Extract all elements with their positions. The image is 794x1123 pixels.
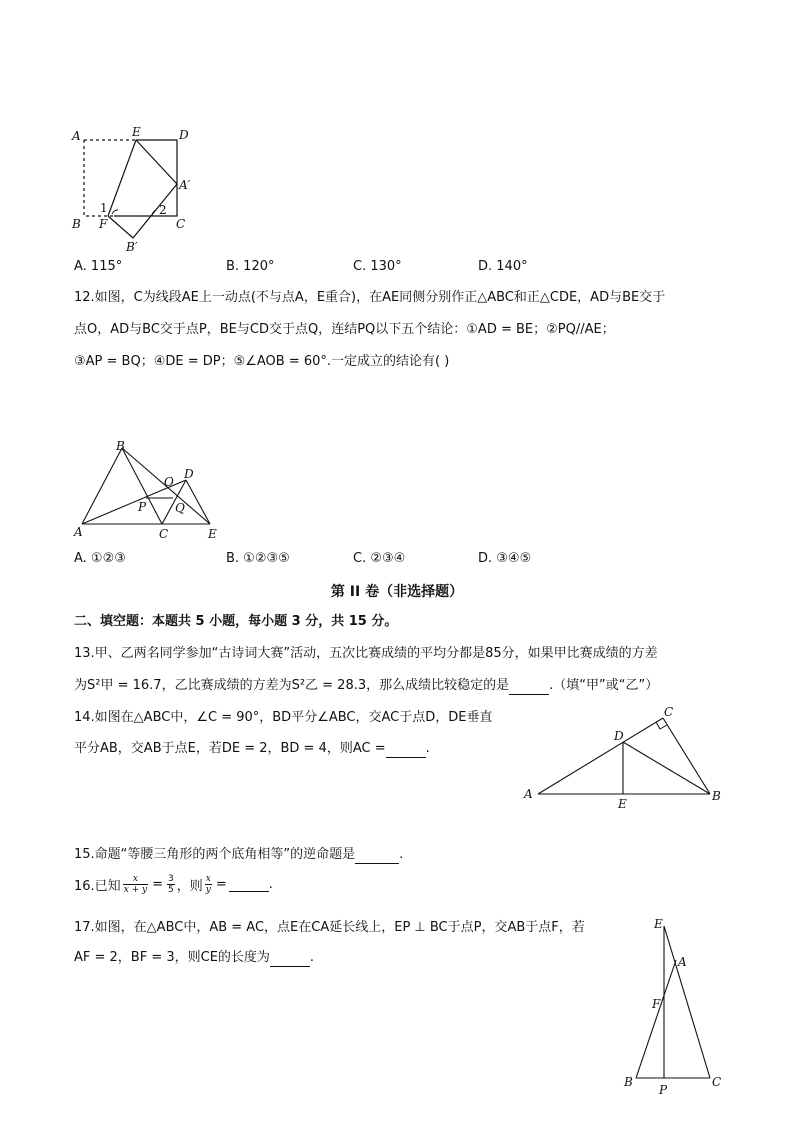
q12-option-b: B. ①②③⑤ xyxy=(226,551,290,566)
q17-answer-blank[interactable] xyxy=(270,952,310,967)
q13-line-2-tail: .（填“甲”或“乙”） xyxy=(549,678,659,693)
q16-eq-1: = xyxy=(152,877,164,892)
q11-figure xyxy=(66,122,206,257)
q11-option-c: C. 130° xyxy=(353,259,402,274)
q16-frac1-num: x xyxy=(132,874,138,884)
q12-label-B: B xyxy=(116,440,125,453)
q15-tail: . xyxy=(399,847,404,862)
q17-label-P: P xyxy=(659,1083,668,1097)
q14-line-2-text: 平分AB，交AB于点E，若DE = 2，BD = 4，则AC = xyxy=(74,741,386,756)
q17-line-2-text: AF = 2，BF = 3，则CE的长度为 xyxy=(74,950,270,965)
q16-frac2-num: 3 xyxy=(168,874,174,884)
part2-title: 第 II 卷（非选择题） xyxy=(330,584,464,600)
q17-figure xyxy=(616,912,728,1100)
q16-text-b: ，则 xyxy=(176,879,203,894)
q14-label-A: A xyxy=(524,787,533,801)
q12-line-3: ③AP = BQ；④DE = DP；⑤∠AOB = 60°.一定成立的结论有( ) xyxy=(74,354,450,369)
q14-line-2-tail: . xyxy=(425,741,430,756)
q11-label-B-prime: B′ xyxy=(126,240,138,254)
q12-option-c: C. ②③④ xyxy=(353,551,406,566)
q11-option-b: B. 120° xyxy=(226,259,275,274)
q16-frac2-den: 5 xyxy=(168,885,174,895)
q16-fraction-1 xyxy=(123,874,148,895)
q16-frac3-num: x xyxy=(205,874,211,884)
q12-line-1: 12.如图，C为线段AE上一动点(不与点A，E重合)，在AE同侧分别作正△ABC和正△CDE，AD与BE交于 xyxy=(74,290,666,305)
q17-line-1: 17.如图，在△ABC中，AB = AC，点E在CA延长线上，EP ⊥ BC于点P，交AB于点F，若 xyxy=(74,920,585,935)
q12-option-a: A. ①②③ xyxy=(74,551,126,566)
q17-label-B: B xyxy=(624,1075,633,1089)
q14-line-2 xyxy=(74,740,430,758)
q12-figure xyxy=(70,440,230,540)
q11-label-A-prime: A′ xyxy=(179,178,191,192)
q16-fraction-2 xyxy=(167,874,175,895)
q11-angle-1: 1 xyxy=(100,201,108,215)
q16-frac3-den: y xyxy=(205,885,211,895)
q17-line-2 xyxy=(74,949,314,967)
q12-label-E: E xyxy=(208,527,217,540)
q12-line-2: 点O，AD与BC交于点P，BE与CD交于点Q，连结PQ以下五个结论：①AD = BE；②PQ//AE； xyxy=(74,322,615,337)
q15-text: 15.命题“等腰三角形的两个底角相等”的逆命题是 xyxy=(74,847,356,862)
q16-tail: . xyxy=(268,877,273,892)
q12-label-A: A xyxy=(74,525,83,539)
q12-label-P: P xyxy=(138,500,147,514)
q13-line-2 xyxy=(74,677,658,695)
q12-label-O: O xyxy=(164,475,174,489)
q17-label-A: A xyxy=(678,955,687,969)
q11-label-E: E xyxy=(132,125,141,139)
q11-label-B: B xyxy=(72,217,81,231)
q13-line-2-text: 为S²甲 = 16.7，乙比赛成绩的方差为S²乙 = 28.3，那么成绩比较稳定的是 xyxy=(74,678,510,693)
q14-label-B: B xyxy=(712,789,721,803)
q15-answer-blank[interactable] xyxy=(355,849,399,864)
q11-option-a: A. 115° xyxy=(74,259,123,274)
q16-eq-2: = xyxy=(215,877,227,892)
q17-label-E: E xyxy=(654,917,663,931)
q11-label-A: A xyxy=(72,129,81,143)
q14-label-E: E xyxy=(618,797,627,811)
section2-heading: 二、填空题：本题共 5 小题，每小题 3 分，共 15 分。 xyxy=(74,614,398,629)
q16-text-a: 16.已知 xyxy=(74,879,121,894)
q12-label-C: C xyxy=(159,527,169,540)
q16-answer-blank[interactable] xyxy=(229,877,269,892)
q17-label-C: C xyxy=(712,1075,722,1089)
q17-label-F: F xyxy=(652,997,661,1011)
q14-label-C: C xyxy=(664,705,674,719)
q14-label-D: D xyxy=(614,729,624,743)
q12-label-Q: Q xyxy=(175,501,185,515)
q11-label-F: F xyxy=(99,217,108,231)
q16-line xyxy=(74,874,273,895)
q11-label-D: D xyxy=(179,128,189,142)
q13-answer-blank[interactable] xyxy=(509,680,549,695)
q13-line-1: 13.甲、乙两名同学参加“古诗词大赛”活动，五次比赛成绩的平均分都是85分，如果甲比赛成绩的方差 xyxy=(74,646,658,661)
q12-label-D: D xyxy=(184,467,194,481)
q11-angle-2: 2 xyxy=(159,203,167,217)
q11-option-d: D. 140° xyxy=(478,259,528,274)
q12-option-d: D. ③④⑤ xyxy=(478,551,532,566)
q17-line-2-tail: . xyxy=(309,950,315,965)
q11-label-C: C xyxy=(176,217,186,231)
q16-frac1-den: x + y xyxy=(123,885,148,895)
q14-figure xyxy=(518,700,733,812)
q15-line xyxy=(74,846,403,864)
q14-line-1: 14.如图在△ABC中，∠C = 90°，BD平分∠ABC，交AC于点D，DE垂直 xyxy=(74,710,493,725)
q16-fraction-3 xyxy=(205,874,212,895)
q14-answer-blank[interactable] xyxy=(386,743,426,758)
